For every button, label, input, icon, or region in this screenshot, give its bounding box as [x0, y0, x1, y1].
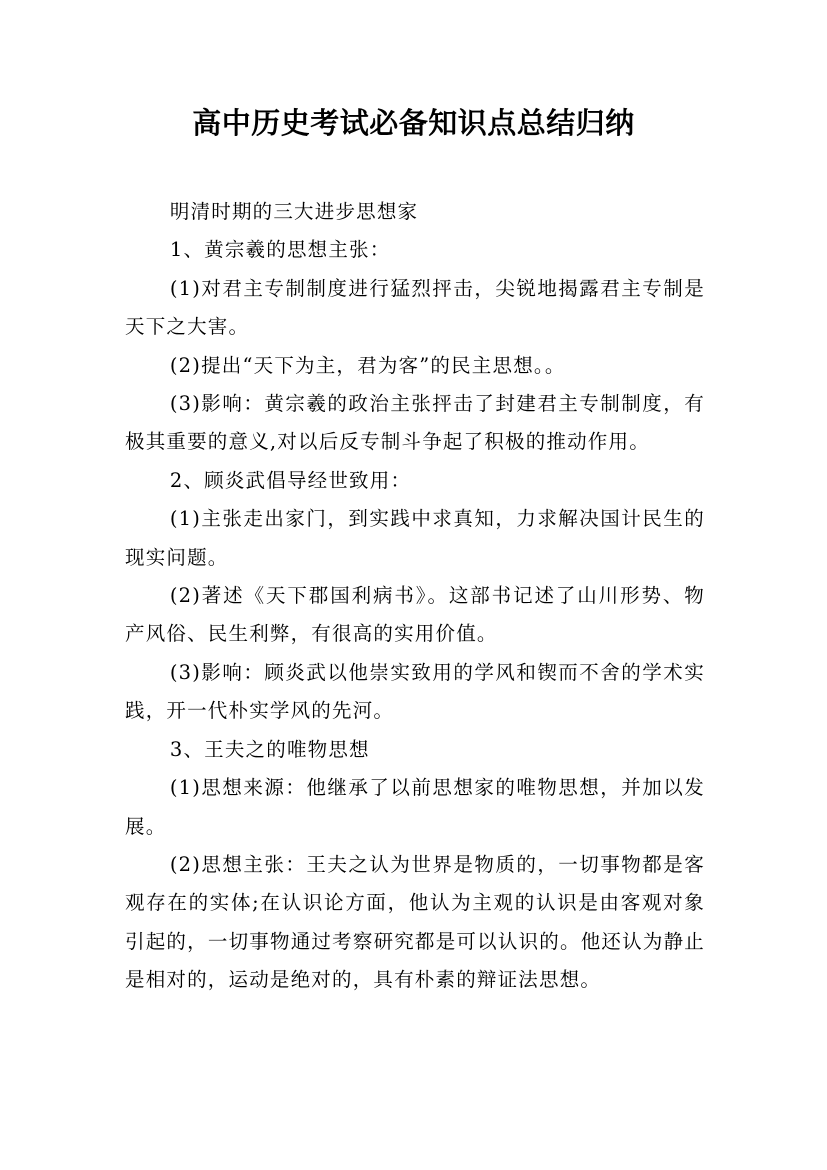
subsection-heading-gu: 2、顾炎武倡导经世致用：: [169, 468, 412, 492]
paragraph: (3)影响：顾炎武以他崇实致用的学风和锲而不舍的学术实践，开一代朴实学风的先河。: [125, 660, 705, 723]
paragraph: (1)主张走出家门，到实践中求真知，力求解决国计民生的现实问题。: [125, 507, 705, 569]
subsection-heading-wang: 3、王夫之的唯物思想: [169, 737, 370, 761]
paragraph: (2)思想主张：王夫之认为世界是物质的，一切事物都是客观存在的实体;在认识论方面，他认为主观的认识是由客观对象引起的，一切事物通过考察研究都是可以认识的。他还认为静止是相对的，运动是绝对的，具有朴素的辩证法思想。: [125, 852, 705, 992]
subsection-heading-huang: 1、黄宗羲的思想主张：: [169, 238, 391, 262]
paragraph: (1)思想来源：他继承了以前思想家的唯物思想，并加以发展。: [125, 776, 705, 838]
paragraph: (2)著述《天下郡国利病书》。这部书记述了山川形势、物产风俗、民生利弊，有很高的实用价值。: [125, 584, 705, 646]
document-body: [125, 193, 705, 1000]
section-heading: 明清时期的三大进步思想家: [169, 200, 419, 223]
paragraph: (1)对君主专制制度进行猛烈抨击，尖锐地揭露君主专制是天下之大害。: [125, 276, 705, 339]
page-title: 高中历史考试必备知识点总结归纳: [192, 106, 635, 140]
paragraph: (3)影响：黄宗羲的政治主张抨击了封建君主专制制度，有极其重要的意义,对以后反专制斗争起了积极的推动作用。: [125, 392, 705, 454]
paragraph: (2)提出“天下为主，君为客”的民主思想。。: [169, 353, 566, 377]
